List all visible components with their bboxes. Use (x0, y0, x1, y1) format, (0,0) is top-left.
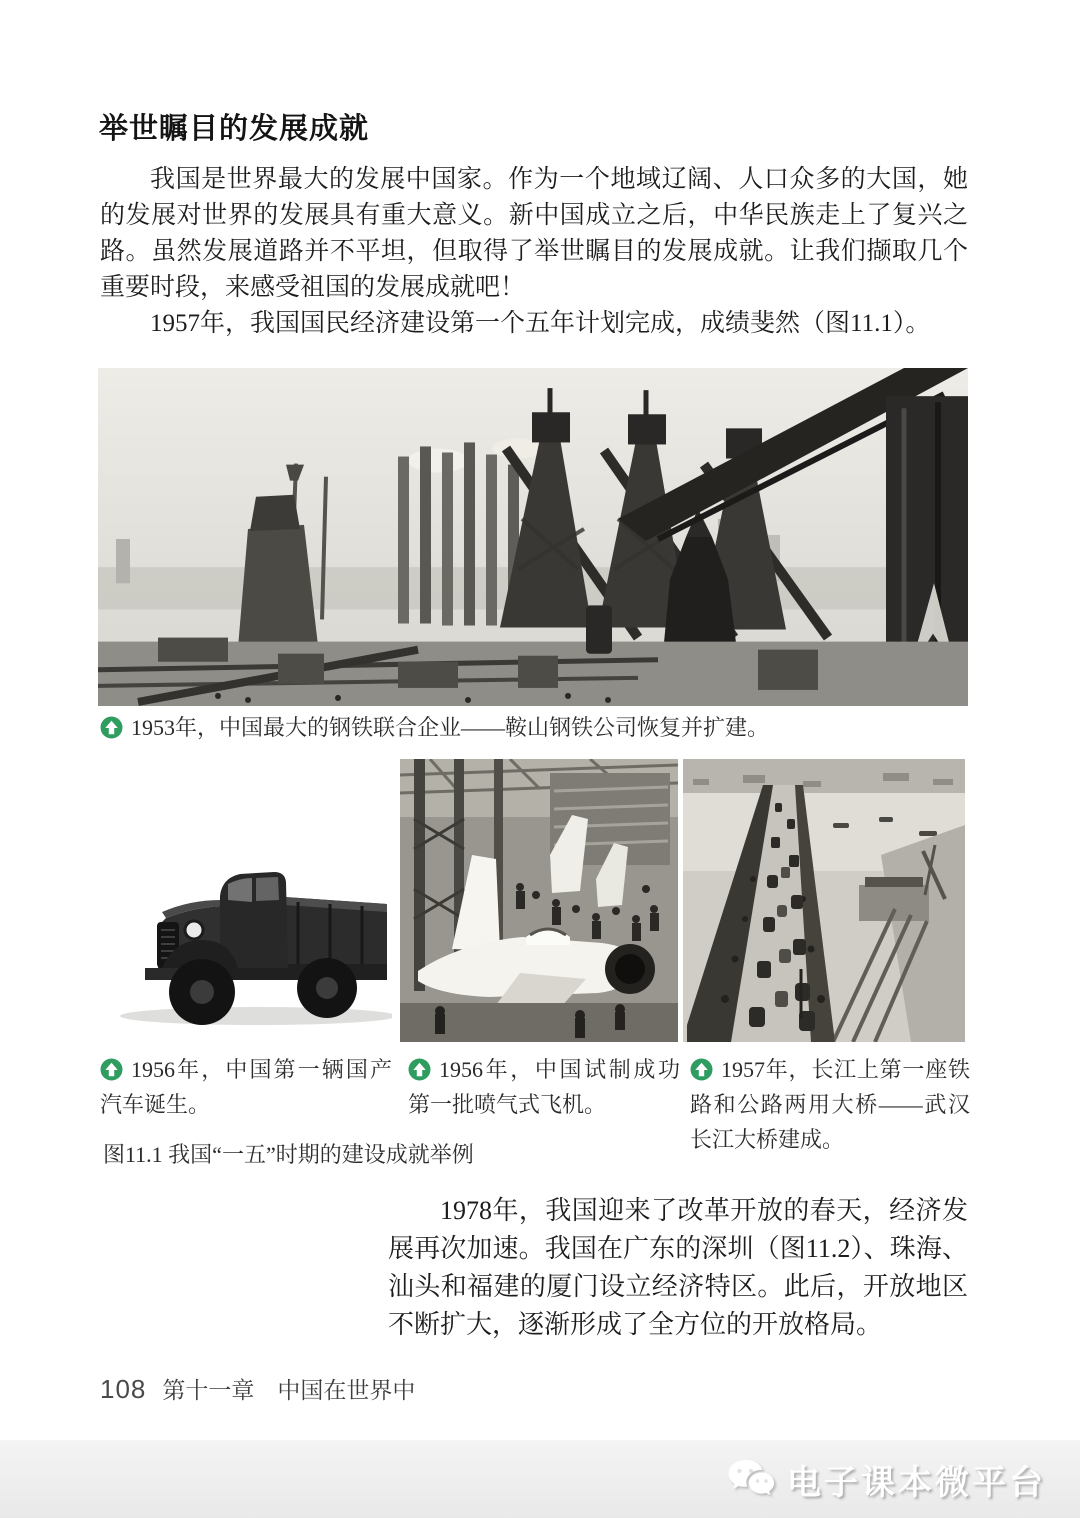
page-footer (100, 1372, 415, 1405)
truck-photo (100, 780, 392, 1042)
watermark-bar (0, 1440, 1080, 1518)
caption-text: 1956年，中国第一辆国产汽车诞生。 (100, 1057, 392, 1117)
reform-paragraph-block (388, 1192, 968, 1344)
page-number: 108 (100, 1374, 147, 1404)
reform-paragraph: 1978年，我国迎来了改革开放的春天，经济发展再次加速。我国在广东的深圳（图11.2）、珠海、汕头和福建的厦门设立经济特区。此后，开放地区不断扩大，逐渐形成了全方位的开放格局。 (388, 1196, 968, 1339)
photo-caption-steel (100, 710, 968, 745)
up-arrow-icon (100, 714, 123, 737)
caption-text: 1957年，长江上第一座铁路和公路两用大桥——武汉长江大桥建成。 (690, 1057, 970, 1152)
bridge-illustration (683, 759, 965, 1042)
up-arrow-icon (100, 1056, 123, 1079)
intro-paragraphs (100, 162, 968, 342)
intro-paragraph: 我国是世界最大的发展中国家。作为一个地域辽阔、人口众多的大国，她的发展对世界的发展具有重大意义。新中国成立之后，中华民族走上了复兴之路。虽然发展道路并不平坦，但取得了举世瞩目的发展成就。让我们撷取几个重要时段，来感受祖国的发展成就吧！ (100, 166, 968, 301)
up-arrow-icon (690, 1056, 713, 1079)
watermark-text: 电子课本微平台 (787, 1463, 1046, 1502)
photo-caption-bridge (690, 1052, 970, 1157)
photo-caption-aircraft (408, 1052, 680, 1122)
photo-caption-truck (100, 1052, 392, 1122)
page-title: 举世瞩目的发展成就 (99, 113, 370, 145)
up-arrow-icon (408, 1056, 431, 1079)
caption-text: 1956年，中国试制成功第一批喷气式飞机。 (408, 1057, 680, 1117)
yangtze-bridge-photo (683, 759, 965, 1042)
steel-plant-illustration (98, 368, 968, 706)
aircraft-assembly-photo (400, 759, 678, 1042)
first-plan-paragraph: 1957年，我国国民经济建设第一个五年计划完成，成绩斐然（图11.1）。 (150, 310, 931, 337)
aircraft-illustration (400, 759, 678, 1042)
figure-label: 图11.1 我国“一五”时期的建设成就举例 (103, 1142, 474, 1167)
chapter-title: 第十一章 中国在世界中 (162, 1378, 416, 1403)
truck-illustration (100, 780, 392, 1042)
wechat-icon (725, 1457, 777, 1501)
caption-text: 1953年，中国最大的钢铁联合企业——鞍山钢铁公司恢复并扩建。 (131, 715, 770, 740)
steel-plant-photo (98, 368, 968, 706)
